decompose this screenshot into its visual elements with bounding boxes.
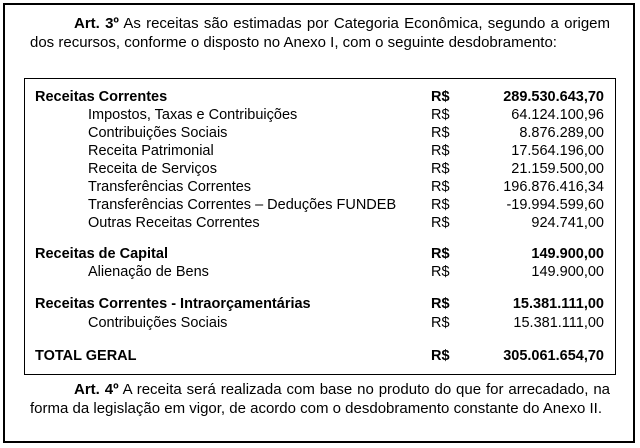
row-currency: R$: [431, 348, 450, 364]
row-label: Receitas de Capital: [35, 246, 168, 262]
revenue-table: [24, 78, 616, 375]
table-row: [25, 178, 615, 196]
table-row: [25, 142, 615, 160]
table-row: [25, 263, 615, 281]
row-value: 149.900,00: [531, 264, 604, 280]
row-currency: R$: [431, 264, 450, 280]
table-row: [25, 124, 615, 142]
row-value: 289.530.643,70: [503, 89, 604, 105]
row-label: Contribuições Sociais: [88, 125, 228, 141]
row-currency: R$: [431, 315, 450, 331]
article-4-heading: Art. 4º: [74, 381, 119, 398]
row-currency: R$: [431, 89, 450, 105]
row-label: Outras Receitas Correntes: [88, 215, 260, 231]
row-currency: R$: [431, 179, 450, 195]
row-value: 305.061.654,70: [503, 348, 604, 364]
row-label: Receitas Correntes: [35, 89, 168, 105]
table-row-total: [25, 347, 615, 365]
row-label: Impostos, Taxas e Contribuições: [88, 107, 298, 123]
article-3-heading: Art. 3º: [74, 15, 119, 32]
row-value: 196.876.416,34: [503, 179, 604, 195]
table-row: [25, 314, 615, 332]
row-value: 8.876.289,00: [519, 125, 604, 141]
row-currency: R$: [431, 125, 450, 141]
row-label: Contribuições Sociais: [88, 315, 228, 331]
table-row: [25, 295, 615, 313]
row-value: -19.994.599,60: [506, 197, 604, 213]
row-value: 17.564.196,00: [511, 143, 604, 159]
article-3-text: As receitas são estimadas por Categoria Econômica, segundo a origem dos recursos, conforme o disposto no Anexo I, com o seguinte desdobramento:: [30, 15, 611, 51]
row-currency: R$: [431, 246, 450, 262]
row-currency: R$: [431, 296, 450, 312]
article-3-paragraph: [30, 14, 610, 52]
row-value: 21.159.500,00: [511, 161, 604, 177]
row-currency: R$: [431, 143, 450, 159]
table-row: [25, 196, 615, 214]
row-value: 15.381.111,00: [513, 315, 604, 331]
row-value: 149.900,00: [531, 246, 604, 262]
row-currency: R$: [431, 215, 450, 231]
table-row: [25, 88, 615, 106]
row-currency: R$: [431, 197, 450, 213]
row-label: Transferências Correntes – Deduções FUNDEB: [88, 197, 397, 213]
row-label: TOTAL GERAL: [35, 348, 137, 364]
article-4-text: A receita será realizada com base no produto do que for arrecadado, na forma da legislação em vigor, de acordo com o desdobramento constante do Anexo II.: [30, 381, 611, 417]
row-value: 64.124.100,96: [511, 107, 604, 123]
row-label: Transferências Correntes: [88, 179, 252, 195]
article-4-paragraph: [30, 380, 610, 418]
row-currency: R$: [431, 161, 450, 177]
row-label: Receitas Correntes - Intraorçamentárias: [35, 296, 311, 312]
row-value: 924.741,00: [531, 215, 604, 231]
row-label: Alienação de Bens: [88, 264, 209, 280]
row-value: 15.381.111,00: [512, 296, 604, 312]
row-label: Receita Patrimonial: [88, 143, 214, 159]
table-row: [25, 160, 615, 178]
table-row: [25, 214, 615, 232]
table-row: [25, 245, 615, 263]
row-currency: R$: [431, 107, 450, 123]
row-label: Receita de Serviços: [88, 161, 217, 177]
table-row: [25, 106, 615, 124]
